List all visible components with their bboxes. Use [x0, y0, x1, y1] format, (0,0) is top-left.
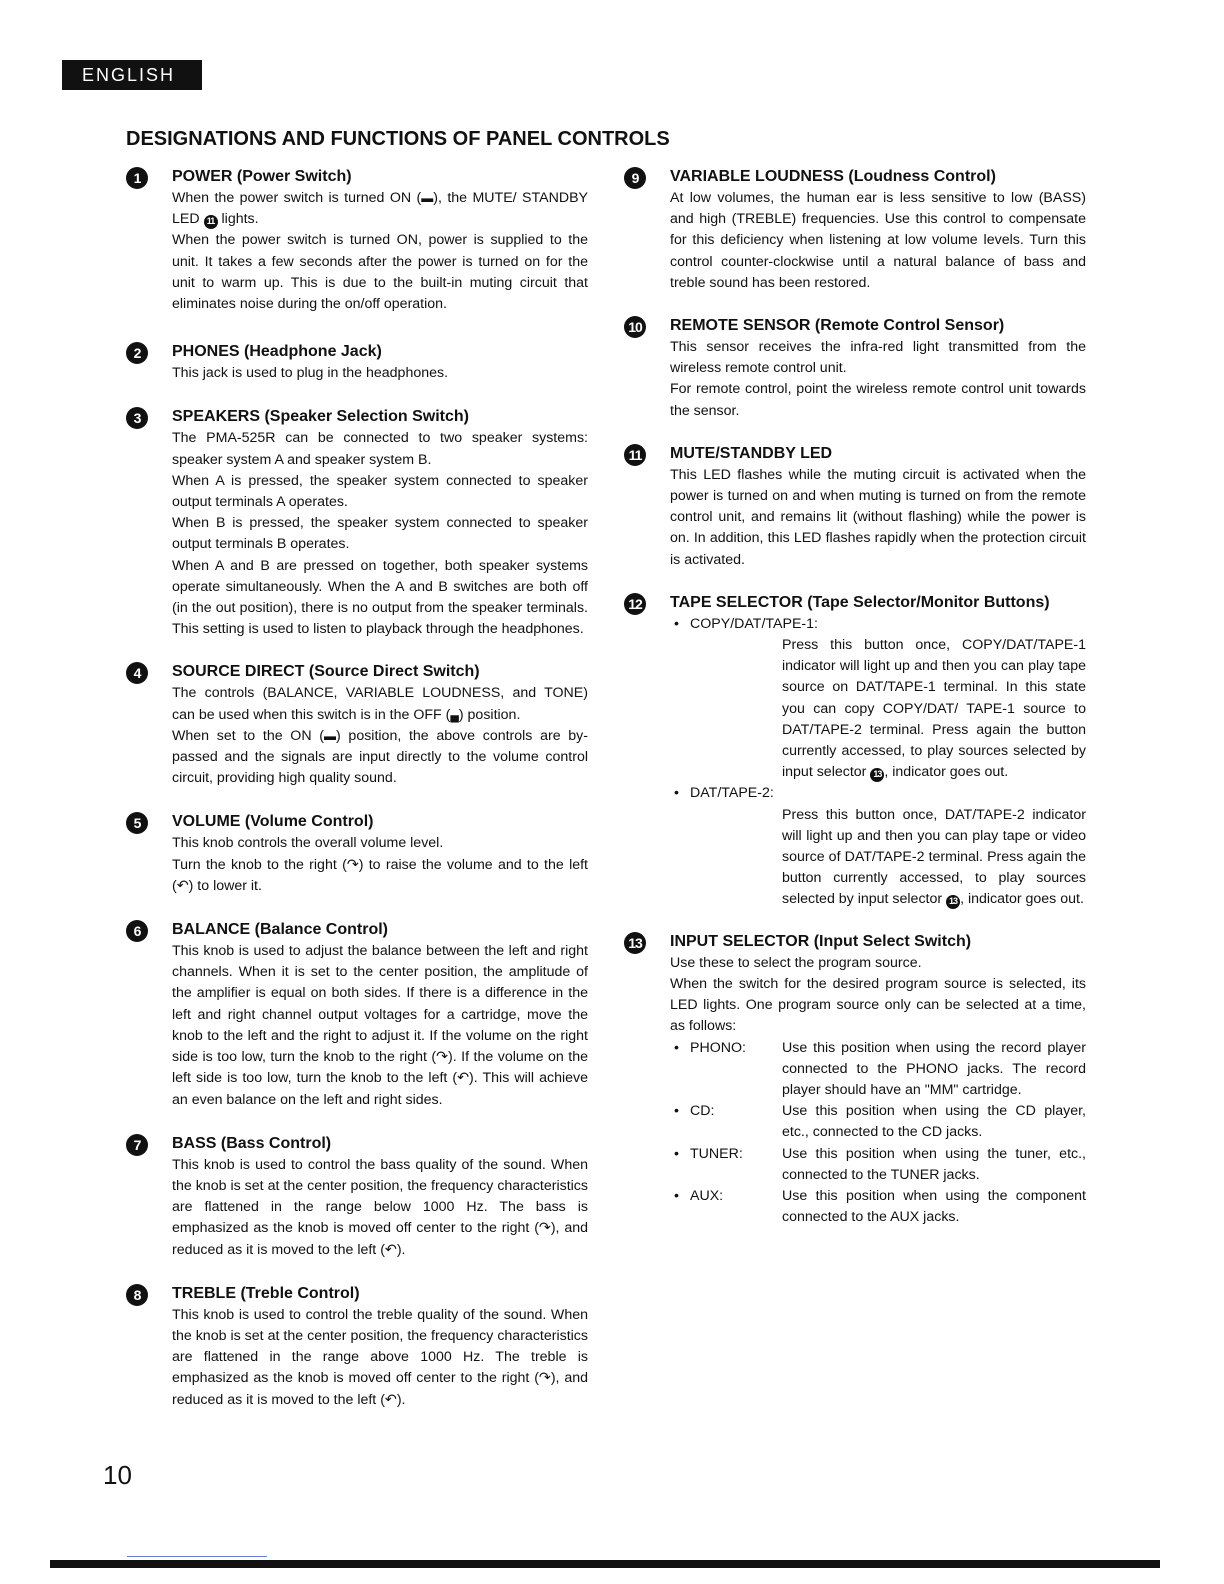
right-column	[624, 166, 1086, 1228]
section-number: 1	[126, 167, 148, 189]
paragraph: When the power switch is turned ON (▬), the MUTE/ STANDBY LED 11 lights.	[172, 190, 589, 228]
section-bass	[126, 1133, 588, 1261]
led-ref-icon: 11	[204, 215, 218, 229]
section-number: 6	[126, 920, 148, 942]
paragraph: When B is pressed, the speaker system connected to speaker output terminals B operates.	[172, 515, 588, 553]
section-heading: TREBLE (Treble Control)	[172, 1284, 360, 1302]
paragraph: This knob is used to control the bass quality of the sound. When the knob is set at the center position, the frequency characteristics are flattened in the range below 1000 Hz. The bass is emphasized as the knob is moved off center to the right (↷), and reduced as it is moved to the left (↶).	[172, 1156, 588, 1258]
section-heading: VOLUME (Volume Control)	[172, 813, 374, 831]
paragraph: When A and B are pressed on together, both speaker systems operate simultaneously. When the A and B switches are both off (in the out position), there is no output from the speaker terminals. This setting is used to listen to playback through the headphones.	[172, 557, 588, 638]
section-heading: SPEAKERS (Speaker Selection Switch)	[172, 408, 469, 426]
section-variable-loudness	[624, 166, 1086, 294]
section-number: 13	[624, 932, 646, 954]
paragraph: This jack is used to plug in the headphones.	[172, 365, 449, 382]
section-power	[126, 166, 588, 315]
paragraph: The PMA-525R can be connected to two speaker systems: speaker system A and speaker system B.	[172, 430, 588, 468]
section-mute-standby	[624, 443, 1086, 571]
left-column	[126, 166, 588, 1411]
clockwise-icon: ↷	[538, 1220, 551, 1237]
section-number: 11	[624, 444, 646, 466]
section-heading: PHONES (Headphone Jack)	[172, 343, 382, 361]
section-input-selector	[624, 931, 1086, 1229]
section-source-direct	[126, 661, 588, 789]
section-number: 8	[126, 1284, 148, 1306]
section-number: 7	[126, 1134, 148, 1156]
input-selector-ref-icon: 13	[870, 768, 884, 782]
section-heading: MUTE/STANDBY LED	[670, 444, 833, 462]
paragraph: When the switch for the desired program source is selected, its LED lights. One program source only can be selected at a time, as follows:	[670, 975, 1086, 1035]
section-number: 12	[624, 593, 646, 615]
paragraph: Press this button once, COPY/DAT/TAPE-1 indicator will light up and then you can play tape source on DAT/TAPE-1 terminal. In this state you can copy COPY/DAT/ TAPE-1 source to DAT/TAPE-2 terminal. Press again the button currently accessed, to play sources selected by input selector 13 , indicator goes out.	[782, 637, 1086, 781]
paragraph: This knob is used to adjust the balance between the left and right channels. When it is set to the center position, the amplitude of the amplifier is equal on both sides. If there is a difference in the left and right channel output voltages for a cartridge, move the knob to the left and the right to adjust it. If the volume on the right side is too low, turn the knob to the right (↷). If the volume on the left side is too low, turn the knob to the left (↶). This will achieve an even balance on the left and right sides.	[172, 943, 588, 1108]
section-number: 2	[126, 342, 148, 364]
clockwise-icon: ↷	[538, 1370, 551, 1387]
clockwise-icon: ↷	[346, 856, 359, 873]
counterclockwise-icon: ↶	[384, 1391, 397, 1408]
paragraph: Press this button once, DAT/TAPE-2 indicator will light up and then you can play tape or video source of DAT/TAPE-2 terminal. Press again the button currently accessed, to play sources selected by input selector 13 , indicator goes out.	[782, 806, 1086, 908]
divider	[50, 1560, 1160, 1568]
section-number: 4	[126, 662, 148, 684]
input-selector-ref-icon: 13	[946, 895, 960, 909]
list-item: • DAT/TAPE-2:	[674, 785, 774, 802]
counterclockwise-icon: ↶	[457, 1070, 470, 1087]
language-tab: ENGLISH	[62, 60, 202, 90]
paragraph: This knob is used to control the treble quality of the sound. When the knob is set at the center position, the frequency characteristics are flattened in the range above 1000 Hz. The treble is emphasized as the knob is moved off center to the right (↷), and reduced as it is moved to the left (↶).	[172, 1306, 588, 1408]
paragraph: The controls (BALANCE, VARIABLE LOUDNESS, and TONE) can be used when this switch is in the OFF (▄) position.	[172, 685, 588, 723]
section-heading: INPUT SELECTOR (Input Select Switch)	[670, 932, 972, 950]
section-balance	[126, 919, 588, 1111]
paragraph: Use these to select the program source.	[670, 954, 922, 971]
paragraph: This LED flashes while the muting circuit is activated when the power is turned on and when muting is turned on from the remote control unit, and remains lit (without flashing) while the power is on. In addition, this LED flashes rapidly when the protection circuit is activated.	[670, 466, 1086, 568]
paragraph: This knob controls the overall volume level.	[172, 835, 444, 852]
divider	[127, 1556, 267, 1557]
section-phones	[126, 341, 588, 384]
section-heading: VARIABLE LOUDNESS (Loudness Control)	[670, 168, 996, 185]
section-remote-sensor	[624, 315, 1086, 422]
section-heading: BALANCE (Balance Control)	[172, 921, 389, 939]
paragraph: This sensor receives the infra-red light transmitted from the wireless remote control unit.	[670, 339, 1086, 377]
section-heading: SOURCE DIRECT (Source Direct Switch)	[172, 663, 480, 681]
on-position-icon: ▬	[324, 728, 337, 743]
counterclockwise-icon: ↶	[176, 877, 189, 894]
list-item: • AUX: Use this position when using the component connected to the AUX jacks.	[674, 1187, 1086, 1226]
list-item: • PHONO: Use this position when using the record player connected to the PHONO jacks. The record player should have an "MM" cartridge.	[674, 1039, 1086, 1098]
counterclockwise-icon: ↶	[384, 1241, 397, 1258]
section-number: 3	[126, 407, 148, 429]
section-tape-selector	[624, 592, 1086, 911]
paragraph: When set to the ON (▬) position, the above controls are by-passed and the signals are input directly to the volume control circuit, providing high quality sound.	[172, 727, 588, 787]
section-number: 5	[126, 812, 148, 834]
paragraph: Turn the knob to the right (↷) to raise the volume and to the left (↶) to lower it.	[172, 856, 589, 894]
page-title: DESIGNATIONS AND FUNCTIONS OF PANEL CONTROLS	[126, 128, 670, 150]
on-position-icon: ▬	[421, 191, 434, 205]
section-heading: TAPE SELECTOR (Tape Selector/Monitor Buttons)	[670, 593, 1050, 611]
list-item: • CD: Use this position when using the CD player, etc., connected to the CD jacks.	[674, 1103, 1086, 1141]
section-number: 10	[624, 316, 646, 338]
off-position-icon: ▄	[450, 707, 459, 722]
paragraph: When the power switch is turned ON, power is supplied to the unit. It takes a few seconds after the power is turned on for the unit to warm up. This is due to the built-in muting circuit that eliminates noise during the on/off operation.	[172, 232, 588, 313]
section-speakers	[126, 406, 588, 640]
list-item: • COPY/DAT/TAPE-1:	[674, 615, 818, 632]
paragraph: At low volumes, the human ear is less sensitive to low (BASS) and high (TREBLE) frequencies. Use this control to compensate for this deficiency when listening at low volume levels. Turn this control counter-clockwise until a natural balance of bass and treble sound has been restored.	[670, 190, 1086, 291]
section-heading: POWER (Power Switch)	[172, 168, 352, 185]
section-heading: BASS (Bass Control)	[172, 1134, 332, 1152]
paragraph: For remote control, point the wireless remote control unit towards the sensor.	[670, 381, 1086, 419]
section-volume	[126, 811, 588, 897]
section-number: 9	[624, 167, 646, 189]
section-heading: REMOTE SENSOR (Remote Control Sensor)	[670, 317, 1005, 335]
section-treble	[126, 1283, 588, 1411]
page-number: 10	[103, 1460, 132, 1490]
list-item: • TUNER: Use this position when using the tuner, etc., connected to the TUNER jacks.	[674, 1145, 1086, 1183]
paragraph: When A is pressed, the speaker system connected to speaker output terminals A operates.	[172, 472, 588, 511]
clockwise-icon: ↷	[436, 1049, 449, 1066]
